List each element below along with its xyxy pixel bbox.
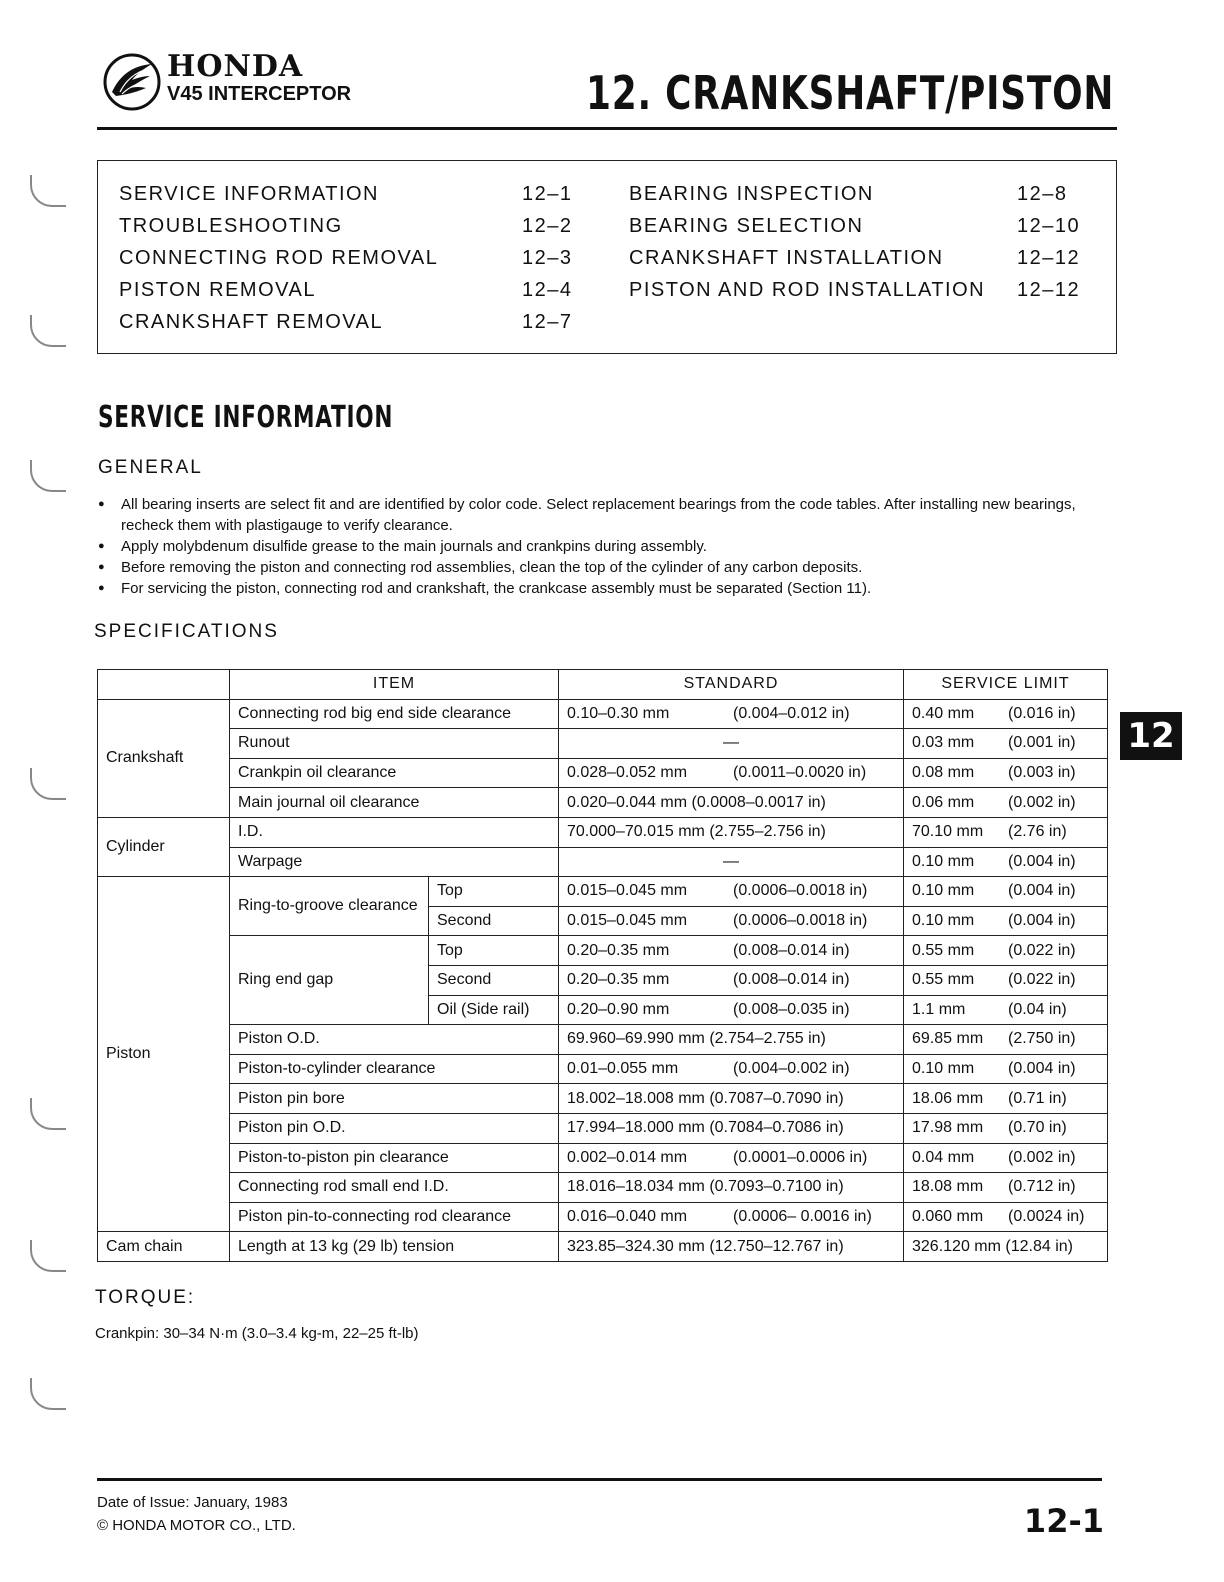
standard-cell: 0.20–0.90 mm (0.008–0.035 in) (559, 995, 904, 1025)
toc-entry-label[interactable]: BEARING INSPECTION (629, 183, 874, 205)
limit-cell: 326.120 mm (12.84 in) (904, 1232, 1108, 1262)
toc-entry-page: 12–12 (1017, 247, 1081, 269)
item-cell: Piston O.D. (230, 1025, 559, 1055)
limit-cell: 17.98 mm (0.70 in) (904, 1113, 1108, 1143)
limit-cell: 0.04 mm (0.002 in) (904, 1143, 1108, 1173)
standard-cell: 0.028–0.052 mm (0.0011–0.0020 in) (559, 758, 904, 788)
toc-entry-page: 12–1 (522, 183, 573, 205)
item-cell: Oil (Side rail) (429, 995, 559, 1025)
table-row (98, 877, 1108, 907)
item-cell: Piston-to-cylinder clearance (230, 1054, 559, 1084)
item-cell: Length at 13 kg (29 lb) tension (230, 1232, 559, 1262)
general-notes-list (98, 494, 1118, 599)
toc-entry-page: 12–12 (1017, 279, 1081, 301)
binder-mark (30, 315, 66, 347)
toc-entry-page: 12–7 (522, 311, 573, 333)
torque-value: Crankpin: 30–34 N·m (3.0–3.4 kg-m, 22–25 ft-lb) (95, 1325, 419, 1342)
toc-entry-page: 12–2 (522, 215, 573, 237)
table-row (98, 817, 1108, 847)
brand-name: HONDA (167, 49, 304, 84)
toc-entry-label[interactable]: PISTON AND ROD INSTALLATION (629, 279, 986, 301)
standard-cell: 18.002–18.008 mm (0.7087–0.7090 in) (559, 1084, 904, 1114)
toc-entry-label[interactable]: PISTON REMOVAL (119, 279, 316, 301)
table-row (98, 847, 1108, 877)
toc-entry-label[interactable]: BEARING SELECTION (629, 215, 864, 237)
item-cell: Main journal oil clearance (230, 788, 559, 818)
copyright: © HONDA MOTOR CO., LTD. (97, 1517, 296, 1534)
standard-column-header: STANDARD (559, 670, 904, 700)
item-cell: Top (429, 877, 559, 907)
general-heading: GENERAL (98, 457, 203, 478)
table-row (98, 788, 1108, 818)
chapter-title: 12. CRANKSHAFT/PISTON (585, 66, 1114, 120)
list-item: ● All bearing inserts are select fit and are identified by color code. Select replacement bearings from the code tables. After installing new bearings, recheck them with plastigauge to verify clearance. (98, 494, 1118, 536)
standard-cell: 0.016–0.040 mm (0.0006– 0.0016 in) (559, 1202, 904, 1232)
item-cell: Connecting rod big end side clearance (230, 699, 559, 729)
table-row (98, 729, 1108, 759)
toc-entry-page: 12–3 (522, 247, 573, 269)
item-cell: Crankpin oil clearance (230, 758, 559, 788)
table-row (98, 1232, 1108, 1262)
table-row (98, 699, 1108, 729)
standard-cell: 0.002–0.014 mm (0.0001–0.0006 in) (559, 1143, 904, 1173)
limit-cell: 0.55 mm (0.022 in) (904, 936, 1108, 966)
table-row (98, 1143, 1108, 1173)
standard-cell: 323.85–324.30 mm (12.750–12.767 in) (559, 1232, 904, 1262)
item-cell: Warpage (230, 847, 559, 877)
toc-entry-page: 12–10 (1017, 215, 1081, 237)
standard-cell: — (559, 847, 904, 877)
table-header-row (98, 670, 1108, 700)
item-cell: Connecting rod small end I.D. (230, 1173, 559, 1203)
binder-mark (30, 460, 66, 492)
binder-mark (30, 1098, 66, 1130)
binder-mark (30, 175, 66, 207)
limit-cell: 69.85 mm (2.750 in) (904, 1025, 1108, 1055)
standard-cell: 18.016–18.034 mm (0.7093–0.7100 in) (559, 1173, 904, 1203)
subgroup-label: Ring-to-groove clearance (230, 877, 429, 936)
honda-wing-logo-icon (102, 52, 162, 112)
toc-entry-label[interactable]: CRANKSHAFT INSTALLATION (629, 247, 944, 269)
item-cell: Second (429, 965, 559, 995)
toc-entry-label[interactable]: CRANKSHAFT REMOVAL (119, 311, 384, 333)
header-rule (97, 127, 1117, 130)
footer-rule (97, 1478, 1102, 1481)
item-cell: Piston pin-to-connecting rod clearance (230, 1202, 559, 1232)
limit-cell: 1.1 mm (0.04 in) (904, 995, 1108, 1025)
service-limit-column-header: SERVICE LIMIT (904, 670, 1108, 700)
table-row (98, 1084, 1108, 1114)
limit-cell: 70.10 mm (2.76 in) (904, 817, 1108, 847)
table-row (98, 936, 1108, 966)
limit-cell: 0.10 mm (0.004 in) (904, 847, 1108, 877)
standard-cell: 69.960–69.990 mm (2.754–2.755 in) (559, 1025, 904, 1055)
page-number: 12-1 (1023, 1502, 1104, 1540)
limit-cell: 0.10 mm (0.004 in) (904, 906, 1108, 936)
specifications-table (97, 669, 1108, 1262)
group-column-header (98, 670, 230, 700)
limit-cell: 0.10 mm (0.004 in) (904, 1054, 1108, 1084)
list-item: ● Apply molybdenum disulfide grease to the main journals and crankpins during assembly. (98, 536, 1118, 557)
item-cell: Runout (230, 729, 559, 759)
standard-cell: 0.015–0.045 mm (0.0006–0.0018 in) (559, 906, 904, 936)
list-item: ● For servicing the piston, connecting rod and crankshaft, the crankcase assembly must be separated (Section 11). (98, 578, 1118, 599)
item-cell: Top (429, 936, 559, 966)
group-label: Cylinder (98, 817, 230, 876)
standard-cell: 0.10–0.30 mm (0.004–0.012 in) (559, 699, 904, 729)
limit-cell: 0.10 mm (0.004 in) (904, 877, 1108, 907)
table-row (98, 1054, 1108, 1084)
group-label: Crankshaft (98, 699, 230, 817)
standard-cell: 70.000–70.015 mm (2.755–2.756 in) (559, 817, 904, 847)
item-cell: Second (429, 906, 559, 936)
limit-cell: 0.40 mm (0.016 in) (904, 699, 1108, 729)
model-name: V45 INTERCEPTOR (167, 83, 352, 105)
toc-entry-label[interactable]: SERVICE INFORMATION (119, 183, 380, 205)
list-item: ● Before removing the piston and connecting rod assemblies, clean the top of the cylinder of any carbon deposits. (98, 557, 1118, 578)
group-label: Piston (98, 877, 230, 1232)
standard-cell: 0.20–0.35 mm (0.008–0.014 in) (559, 936, 904, 966)
toc-entry-label[interactable]: CONNECTING ROD REMOVAL (119, 247, 439, 269)
issue-date: Date of Issue: January, 1983 (97, 1494, 288, 1511)
limit-cell: 0.55 mm (0.022 in) (904, 965, 1108, 995)
standard-cell: 0.20–0.35 mm (0.008–0.014 in) (559, 965, 904, 995)
table-row (98, 1113, 1108, 1143)
limit-cell: 0.08 mm (0.003 in) (904, 758, 1108, 788)
item-cell: Piston pin bore (230, 1084, 559, 1114)
binder-mark (30, 768, 66, 800)
standard-cell: 0.015–0.045 mm (0.0006–0.0018 in) (559, 877, 904, 907)
table-row (98, 1025, 1108, 1055)
standard-cell: 0.020–0.044 mm (0.0008–0.0017 in) (559, 788, 904, 818)
item-cell: Piston pin O.D. (230, 1113, 559, 1143)
binder-mark (30, 1378, 66, 1410)
standard-cell: 17.994–18.000 mm (0.7084–0.7086 in) (559, 1113, 904, 1143)
limit-cell: 0.060 mm (0.0024 in) (904, 1202, 1108, 1232)
limit-cell: 18.08 mm (0.712 in) (904, 1173, 1108, 1203)
contents-box (97, 160, 1117, 354)
table-row (98, 1173, 1108, 1203)
item-column-header: ITEM (230, 670, 559, 700)
item-cell: Piston-to-piston pin clearance (230, 1143, 559, 1173)
group-label: Cam chain (98, 1232, 230, 1262)
torque-heading: TORQUE: (95, 1287, 196, 1308)
section-title: SERVICE INFORMATION (98, 400, 394, 435)
table-row (98, 1202, 1108, 1232)
subgroup-label: Ring end gap (230, 936, 429, 1025)
table-row (98, 758, 1108, 788)
section-tab-marker: 12 (1120, 712, 1182, 760)
limit-cell: 18.06 mm (0.71 in) (904, 1084, 1108, 1114)
toc-entry-page: 12–4 (522, 279, 573, 301)
limit-cell: 0.03 mm (0.001 in) (904, 729, 1108, 759)
limit-cell: 0.06 mm (0.002 in) (904, 788, 1108, 818)
binder-mark (30, 1240, 66, 1272)
standard-cell: 0.01–0.055 mm (0.004–0.002 in) (559, 1054, 904, 1084)
toc-entry-page: 12–8 (1017, 183, 1068, 205)
specifications-heading: SPECIFICATIONS (94, 621, 279, 642)
standard-cell: — (559, 729, 904, 759)
item-cell: I.D. (230, 817, 559, 847)
toc-entry-label[interactable]: TROUBLESHOOTING (119, 215, 343, 237)
